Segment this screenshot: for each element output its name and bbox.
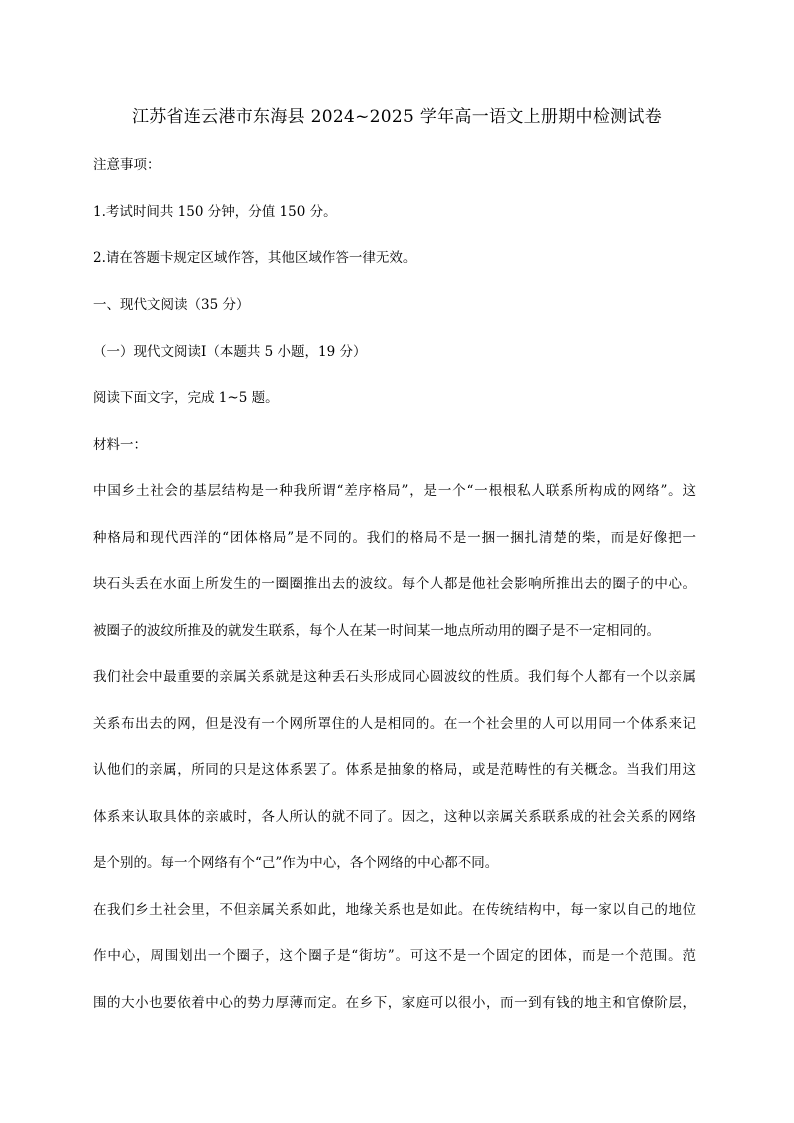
paragraph-3-line: 围的大小也要依着中心的势力厚薄而定。在乡下，家庭可以很小，而一到有钱的地主和官僚阶层，	[93, 995, 696, 1011]
sub-section-heading: （一）现代文阅读Ⅰ（本题共 5 小题，19 分）	[93, 344, 367, 360]
reading-instruction: 阅读下面文字，完成 1~5 题。	[93, 390, 279, 406]
material-label: 材料一：	[93, 437, 147, 453]
paragraph-3-line: 在我们乡土社会里，不但亲属关系如此，地缘关系也是如此。在传统结构中，每一家以自己的地位	[93, 902, 696, 918]
notice-heading: 注意事项：	[93, 157, 161, 173]
paragraph-3-line: 作中心，周围划出一个圈子，这个圈子是“街坊”。可这不是一个固定的团体，而是一个范围。范	[93, 948, 696, 964]
paragraph-1-line: 中国乡土社会的基层结构是一种我所谓“差序格局”，是一个“一根根私人联系所构成的网络”。这	[93, 483, 696, 499]
paragraph-1-line: 被圈子的波纹所推及的就发生联系，每个人在某一时间某一地点所动用的圈子是不一定相同的。	[93, 623, 660, 639]
paragraph-1-line: 种格局和现代西洋的“团体格局”是不同的。我们的格局不是一捆一捆扎清楚的柴，而是好像把一	[93, 530, 696, 546]
document-title: 江苏省连云港市东海县 2024~2025 学年高一语文上册期中检测试卷	[131, 107, 663, 127]
paragraph-2-line: 认他们的亲属，所同的只是这体系罢了。体系是抽象的格局，或是范畴性的有关概念。当我们用这	[93, 762, 696, 778]
paragraph-2-line: 体系来认取具体的亲戚时，各人所认的就不同了。因之，这种以亲属关系联系成的社会关系的网络	[93, 809, 696, 825]
paragraph-2-line: 我们社会中最重要的亲属关系就是这种丢石头形成同心圆波纹的性质。我们每个人都有一个以亲属	[93, 669, 696, 685]
notice-item-1: 1.考试时间共 150 分钟，分值 150 分。	[93, 204, 337, 220]
paragraph-2-line: 关系布出去的网，但是没有一个网所罩住的人是相同的。在一个社会里的人可以用同一个体系来记	[93, 716, 696, 732]
paragraph-2-line: 是个别的。每一个网络有个“己”作为中心，各个网络的中心都不同。	[93, 855, 499, 871]
paragraph-1-line: 块石头丢在水面上所发生的一圈圈推出去的波纹。每个人都是他社会影响所推出去的圈子的中心。	[93, 576, 696, 592]
notice-item-2: 2.请在答题卡规定区域作答，其他区域作答一律无效。	[93, 250, 417, 266]
section-heading: 一、现代文阅读（35 分）	[93, 297, 250, 313]
